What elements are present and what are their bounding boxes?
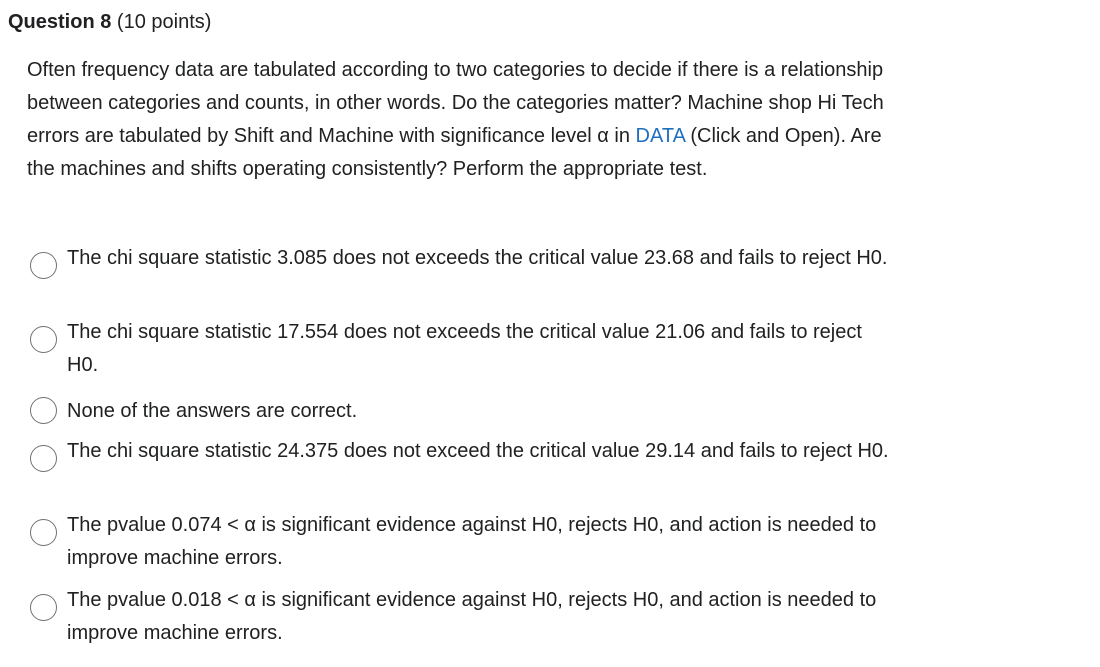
- radio-button[interactable]: [30, 252, 57, 279]
- question-title: Question 8: [8, 11, 112, 33]
- radio-button[interactable]: [30, 519, 57, 546]
- question-header: [8, 9, 211, 35]
- answer-choice-4[interactable]: [30, 435, 900, 472]
- question-points: (10 points): [116, 11, 212, 33]
- answer-choice-1[interactable]: [30, 242, 900, 279]
- prompt-text-before-link: Often frequency data are tabulated according to two categories to decide if there is a relationship between categories and counts, in other words. Do the categories matter? Machine shop Hi Tech errors are tabulated by Shift and Machine with significance level α in: [27, 59, 884, 147]
- answer-choice-2[interactable]: [30, 316, 900, 382]
- answer-choice-label: The chi square statistic 17.554 does not exceeds the critical value 21.06 and fails to reject H0.: [67, 321, 862, 376]
- data-link[interactable]: DATA: [635, 125, 685, 147]
- answer-choice-5[interactable]: [30, 509, 900, 575]
- answer-choice-label: The chi square statistic 24.375 does not exceed the critical value 29.14 and fails to reject H0.: [67, 440, 889, 462]
- answer-choice-label: None of the answers are correct.: [67, 400, 358, 422]
- radio-button[interactable]: [30, 397, 57, 424]
- radio-button[interactable]: [30, 326, 57, 353]
- answer-choice-label: The pvalue 0.018 < α is significant evidence against H0, rejects H0, and action is needed to improve machine errors.: [67, 589, 877, 644]
- answer-choice-6[interactable]: [30, 584, 900, 650]
- radio-button[interactable]: [30, 594, 57, 621]
- answer-choice-3[interactable]: [30, 395, 900, 428]
- answer-choice-label: The pvalue 0.074 < α is significant evidence against H0, rejects H0, and action is needed to improve machine errors.: [67, 514, 877, 569]
- question-prompt: [27, 54, 897, 186]
- prompt-text-after-link: (Click and Open). Are the machines and shifts operating consistently? Perform the appropriate test.: [27, 125, 882, 180]
- radio-button[interactable]: [30, 445, 57, 472]
- answer-choice-label: The chi square statistic 3.085 does not exceeds the critical value 23.68 and fails to reject H0.: [67, 247, 888, 269]
